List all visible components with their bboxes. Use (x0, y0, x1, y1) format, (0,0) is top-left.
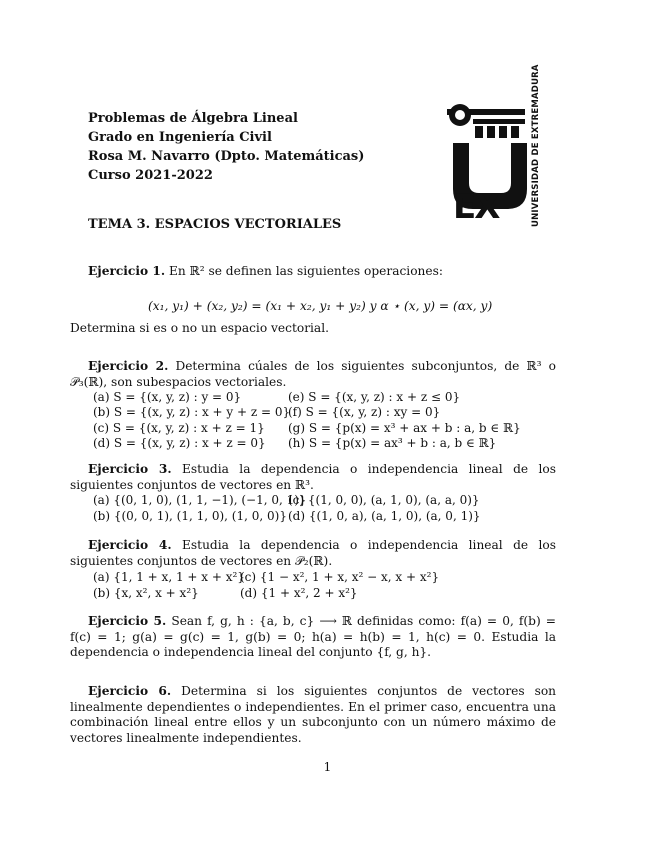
header-degree: Grado en Ingeniería Civil (88, 130, 272, 145)
header-title: Problemas de Álgebra Lineal (88, 111, 298, 126)
exercise-1-formula: (x₁, y₁) + (x₂, y₂) = (x₁ + x₂, y₁ + y₂) y α ⋆ (x, y) = (αx, y) (148, 299, 493, 313)
exercise-4-item: (a) {1, 1 + x, 1 + x + x²} (93, 570, 245, 584)
exercise-1-intro (88, 264, 558, 280)
exercise-4-item: (c) {1 − x², 1 + x, x² − x, x + x²} (240, 570, 440, 584)
exercise-6-label: Ejercicio 6. (88, 684, 172, 698)
exercise-2-item: (c) S = {(x, y, z) : x + z = 1} (93, 421, 265, 435)
header-course: Curso 2021-2022 (88, 168, 213, 183)
exercise-3-statement (70, 462, 556, 493)
section-title: TEMA 3. ESPACIOS VECTORIALES (88, 217, 342, 232)
exercise-1-question: Determina si es o no un espacio vectorial. (70, 321, 329, 335)
exercise-4-statement (70, 538, 556, 569)
exercise-3-item: (a) {(0, 1, 0), (1, 1, −1), (−1, 0, 1)} (93, 493, 307, 507)
exercise-6-text: Determina si los siguientes conjuntos de vectores son linealmente dependientes o independientes. En el primer caso, encuentra una combinación lineal entre ellos y un subconjunto con un número máximo de vectores linealmente independientes. (70, 684, 557, 745)
exercise-2-item: (h) S = {p(x) = ax³ + b : a, b ∈ ℝ} (288, 436, 497, 450)
exercise-2-item: (g) S = {p(x) = x³ + ax + b : a, b ∈ ℝ} (288, 421, 521, 435)
exercise-2-text: Determina cúales de los siguientes subconjuntos, de ℝ³ o 𝒫₃(ℝ), son subespacios vectoriales. (70, 359, 556, 389)
exercise-1-label: Ejercicio 1. (88, 264, 166, 278)
exercise-6-statement (70, 684, 556, 746)
exercise-2-label: Ejercicio 2. (88, 359, 169, 373)
exercise-4-item: (d) {1 + x², 2 + x²} (240, 586, 358, 600)
exercise-4-label: Ejercicio 4. (88, 538, 172, 552)
exercise-2-item: (b) S = {(x, y, z) : x + y + z = 0} (93, 405, 291, 419)
exercise-2-item: (d) S = {(x, y, z) : x + z = 0} (93, 436, 266, 450)
exercise-5-text: Sean f, g, h : {a, b, c} ⟶ ℝ definidas como: f(a) = 0, f(b) = f(c) = 1; g(a) = g(c) = 1, g(b) = 0; h(a) = h(b) = 1, h(c) = 0. Estudia la dependencia o independencia lineal del conjunto {f, g, h}. (70, 614, 557, 659)
exercise-5-statement (70, 614, 556, 661)
page-number: 1 (323, 760, 332, 774)
university-logo (445, 64, 545, 227)
exercise-2-statement (70, 359, 556, 390)
exercise-2-item: (a) S = {(x, y, z) : y = 0} (93, 390, 242, 404)
exercise-4-text: Estudia la dependencia o independencia lineal de los siguientes conjuntos de vectores en 𝒫₂(ℝ). (70, 538, 557, 568)
exercise-3-item: (c) {(1, 0, 0), (a, 1, 0), (a, a, 0)} (288, 493, 480, 507)
header-author: Rosa M. Navarro (Dpto. Matemáticas) (88, 149, 365, 164)
exercise-5-label: Ejercicio 5. (88, 614, 167, 628)
exercise-3-label: Ejercicio 3. (88, 462, 172, 476)
exercise-2-item: (e) S = {(x, y, z) : x + z ≤ 0} (288, 390, 461, 404)
logo-letters: EX (453, 187, 499, 227)
exercise-3-text: Estudia la dependencia o independencia lineal de los siguientes conjuntos de vectores en ℝ³. (70, 462, 557, 492)
exercise-4-item: (b) {x, x², x + x²} (93, 586, 199, 600)
exercise-1-text: En ℝ² se definen las siguientes operaciones: (168, 264, 443, 278)
exercise-2-item: (f) S = {(x, y, z) : xy = 0} (288, 405, 441, 419)
exercise-3-item: (b) {(0, 0, 1), (1, 1, 0), (1, 0, 0)} (93, 509, 287, 523)
logo-vertical-text: UNIVERSIDAD DE EXTREMADURA (531, 64, 541, 227)
exercise-3-item: (d) {(1, 0, a), (a, 1, 0), (a, 0, 1)} (288, 509, 481, 523)
